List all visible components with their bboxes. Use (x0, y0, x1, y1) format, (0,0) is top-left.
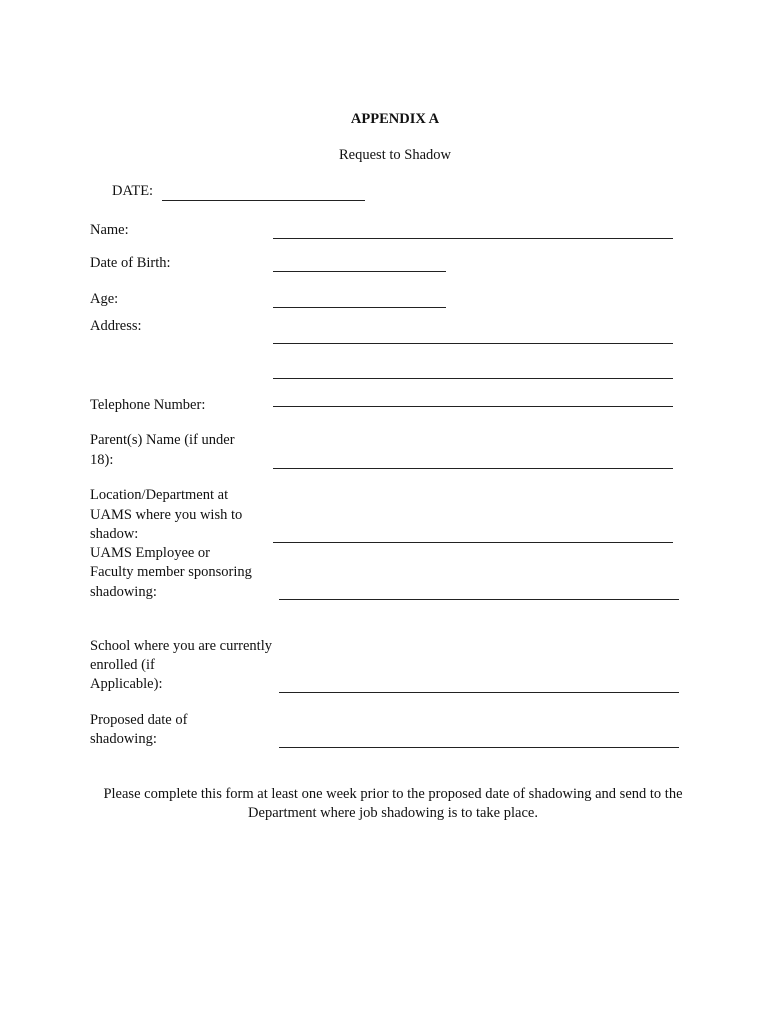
location-label-line3: shadow: (90, 526, 139, 542)
address-label: Address: (90, 318, 142, 334)
name-label: Name: (90, 222, 129, 238)
sponsor-label-line3: shadowing: (90, 584, 157, 600)
page-subtitle: Request to Shadow (339, 147, 451, 163)
school-label-line3: Applicable): (90, 676, 163, 692)
sponsor-label-line2: Faculty member sponsoring (90, 564, 252, 580)
proposed-date-label-line1: Proposed date of (90, 712, 188, 728)
footer-instructions: Please complete this form at least one week prior to the proposed date of shadowing and send to the Department where job shadowing is to take place. (103, 786, 683, 821)
school-label-line1: School where you are currently (90, 638, 272, 654)
dob-label: Date of Birth: (90, 255, 171, 271)
sponsor-label-line1: UAMS Employee or (90, 545, 211, 561)
name-field-line[interactable] (273, 238, 673, 239)
parent-name-field-line[interactable] (273, 468, 673, 469)
school-field-line[interactable] (279, 692, 679, 693)
location-label-line1: Location/Department at (90, 487, 229, 503)
school-label-line2: enrolled (if (90, 657, 155, 673)
proposed-date-field-line[interactable] (279, 747, 679, 748)
parent-name-label-line1: Parent(s) Name (if under (90, 432, 235, 448)
age-field-line[interactable] (273, 307, 446, 308)
location-field-line[interactable] (273, 542, 673, 543)
address-field-line-2[interactable] (273, 378, 673, 379)
dob-field-line[interactable] (273, 271, 446, 272)
page-title: APPENDIX A (350, 111, 440, 127)
telephone-label: Telephone Number: (90, 397, 206, 413)
parent-name-label-line2: 18): (90, 452, 114, 468)
proposed-date-label-line2: shadowing: (90, 731, 157, 747)
sponsor-field-line[interactable] (279, 599, 679, 600)
date-field-line[interactable] (162, 200, 365, 201)
telephone-field-line[interactable] (273, 406, 673, 407)
address-field-line-1[interactable] (273, 343, 673, 344)
age-label: Age: (90, 291, 119, 307)
date-label: DATE: (112, 183, 154, 199)
location-label-line2: UAMS where you wish to (90, 507, 243, 523)
